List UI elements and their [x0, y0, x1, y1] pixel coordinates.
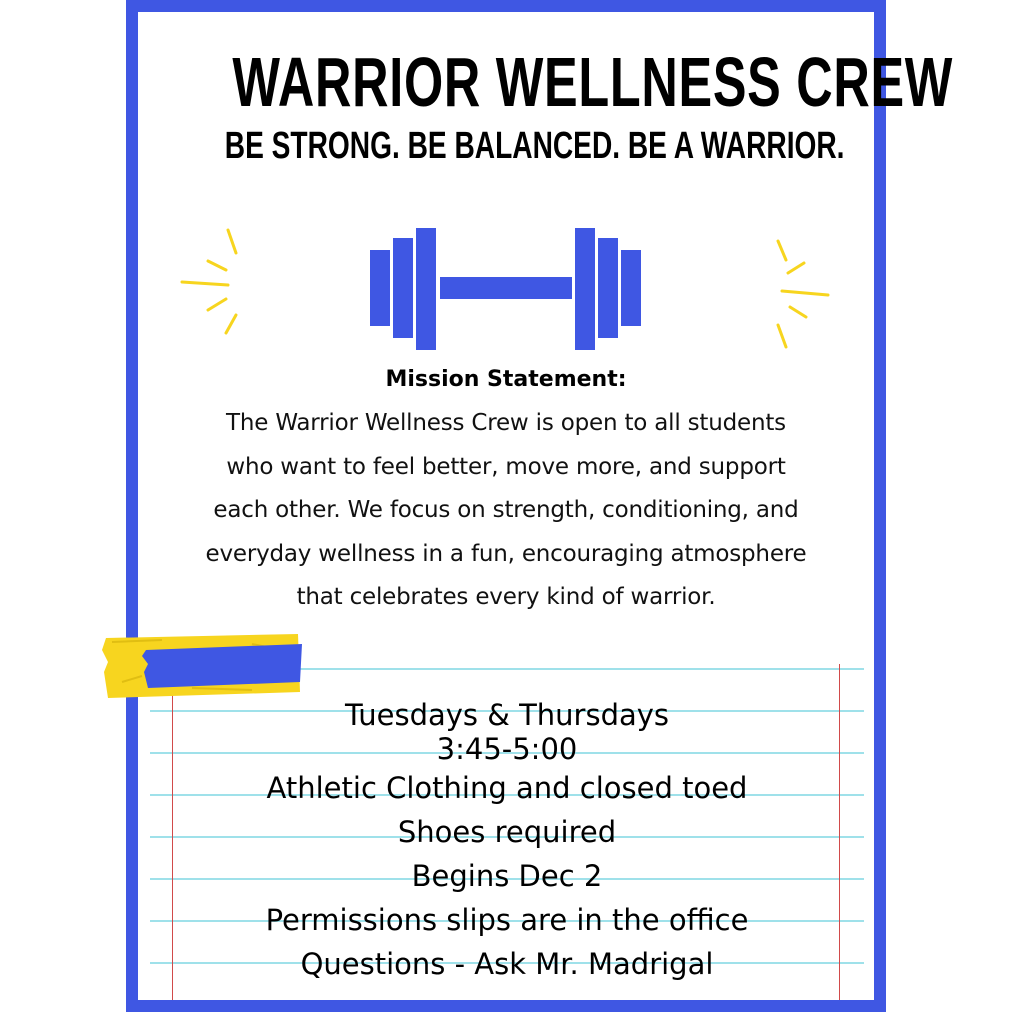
meeting-days: Tuesdays & Thursdays — [344, 698, 670, 732]
mission-line: that celebrates every kind of warrior. — [296, 584, 716, 610]
poster-tagline: BE STRONG. BE BALANCED. BE A WARRIOR. — [224, 125, 845, 167]
meeting-time: 3:45-5:00 — [436, 732, 578, 766]
dumbbell-graphic — [160, 215, 850, 360]
poster-title: WARRIOR WELLNESS CREW — [232, 43, 954, 121]
mission-line: The Warrior Wellness Crew is open to all students — [226, 410, 786, 436]
mission-line: who want to feel better, move more, and support — [226, 453, 786, 480]
tape-strip — [102, 632, 302, 698]
meeting-details — [150, 698, 864, 986]
mission-heading: Mission Statement: — [385, 367, 627, 392]
sparkle-left-icon — [182, 230, 236, 333]
mission-statement — [150, 402, 862, 620]
permission-slips-note: Permissions slips are in the office — [265, 903, 749, 937]
dumbbell-icon — [370, 228, 641, 350]
mission-line: each other. We focus on strength, conditioning, and — [213, 497, 799, 523]
questions-contact: Questions - Ask Mr. Madrigal — [300, 947, 714, 981]
sparkle-right-icon — [778, 241, 828, 347]
mission-line: everyday wellness in a fun, encouraging atmosphere — [205, 540, 807, 567]
start-date: Begins Dec 2 — [411, 859, 603, 893]
clothing-requirement-line-1: Athletic Clothing and closed toed — [266, 771, 748, 805]
clothing-requirement-line-2: Shoes required — [397, 815, 617, 849]
